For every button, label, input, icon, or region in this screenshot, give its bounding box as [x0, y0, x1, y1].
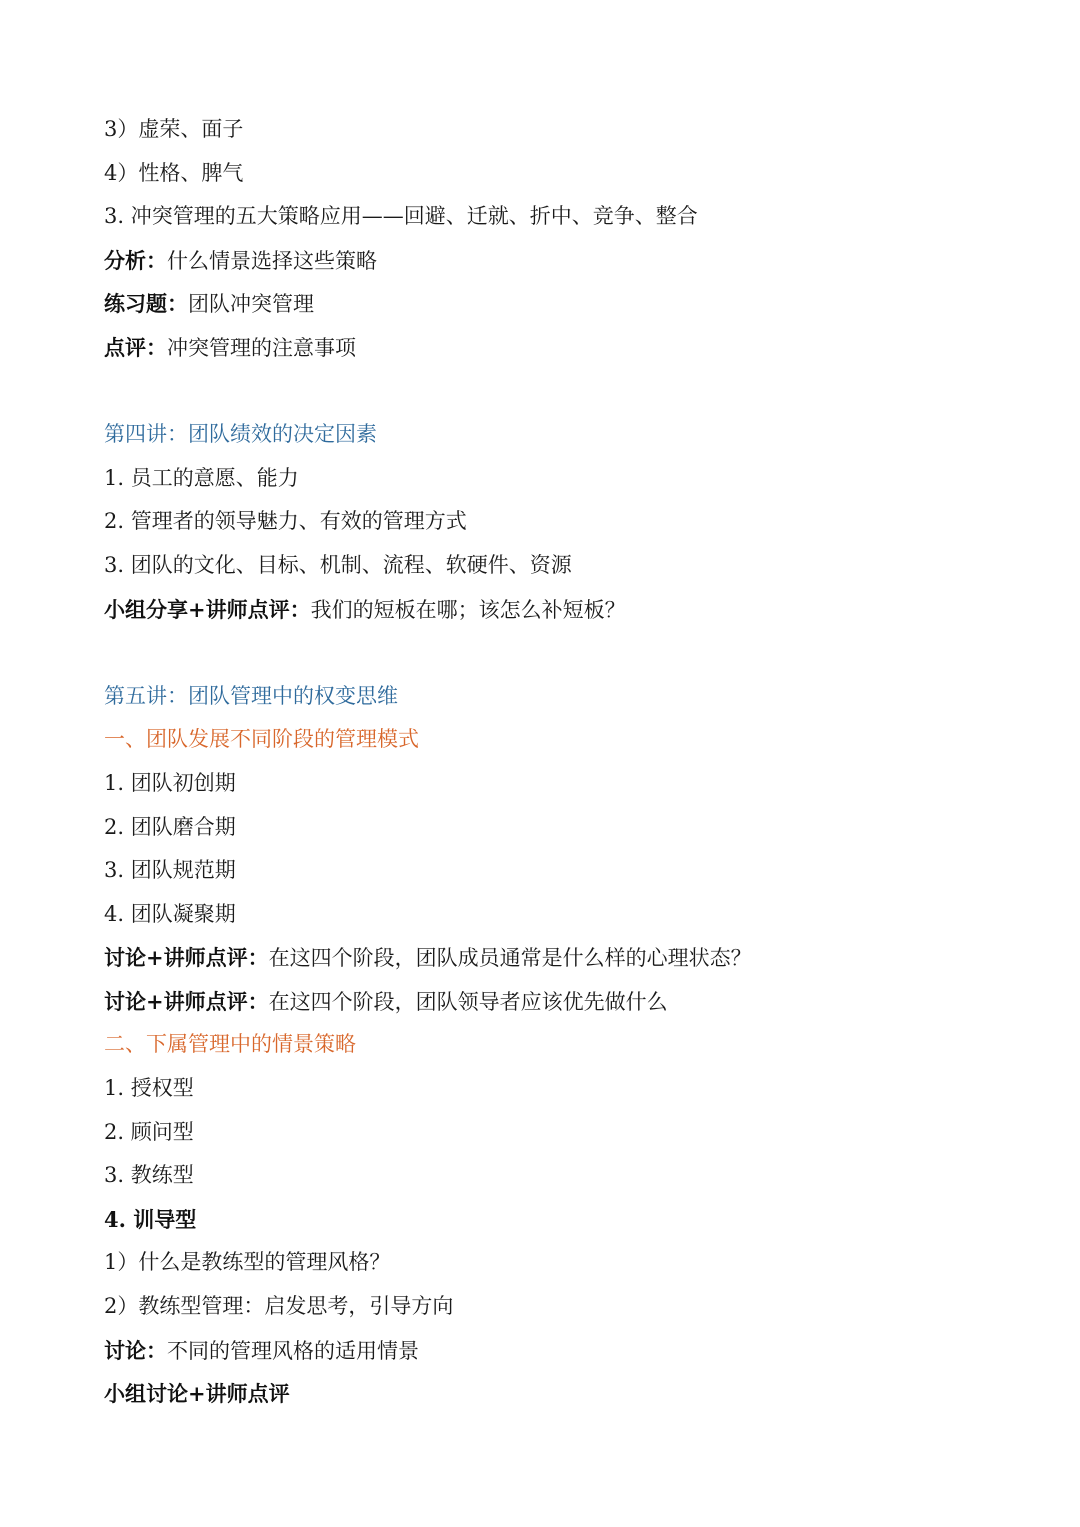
- paragraph-text: 什么情景选择这些策略: [167, 248, 377, 273]
- paragraph-text: 团队冲突管理: [188, 292, 314, 317]
- paragraph: 3. 团队规范期: [104, 858, 236, 883]
- bold-paragraph: 小组讨论+讲师点评: [104, 1381, 290, 1407]
- labeled-paragraph: [104, 936, 984, 980]
- labeled-paragraph: [104, 282, 984, 326]
- labeled-paragraph: [104, 980, 984, 1024]
- paragraph: 1. 团队初创期: [104, 770, 236, 795]
- paragraph: 3. 冲突管理的五大策略应用——回避、迁就、折中、竞争、整合: [104, 204, 698, 229]
- paragraph-label: 练习题：: [104, 291, 188, 317]
- paragraph-label: 讨论+讲师点评：: [104, 945, 269, 971]
- lecture-heading: 第五讲：团队管理中的权变思维: [104, 683, 398, 708]
- document-page: [104, 108, 984, 1416]
- paragraph-text: 冲突管理的注意事项: [167, 335, 356, 360]
- paragraph: 1）什么是教练型的管理风格？: [104, 1250, 391, 1275]
- paragraph-text: 在这四个阶段，团队成员通常是什么样的心理状态？: [268, 946, 752, 971]
- labeled-paragraph: [104, 1329, 984, 1373]
- blank-line: [104, 370, 984, 414]
- paragraph-label: 讨论：: [104, 1337, 167, 1363]
- bold-paragraph: 4. 训导型: [104, 1206, 197, 1232]
- labeled-paragraph: [104, 239, 984, 283]
- section-heading: 二、下属管理中的情景策略: [104, 1032, 356, 1057]
- paragraph-label: 分析：: [104, 247, 167, 273]
- paragraph-label: 讨论+讲师点评：: [104, 988, 269, 1014]
- paragraph: 3. 教练型: [104, 1163, 194, 1188]
- labeled-paragraph: [104, 588, 984, 632]
- paragraph: 3）虚荣、面子: [104, 117, 244, 141]
- blank-line: [104, 631, 984, 675]
- paragraph-label: 点评：: [104, 334, 167, 360]
- paragraph: 1. 授权型: [104, 1076, 194, 1101]
- paragraph: 2. 团队磨合期: [104, 814, 236, 839]
- paragraph-text: 在这四个阶段，团队领导者应该优先做什么: [268, 989, 668, 1014]
- labeled-paragraph: [104, 326, 984, 370]
- paragraph: 2. 顾问型: [104, 1119, 194, 1144]
- paragraph: 1. 员工的意愿、能力: [104, 465, 299, 490]
- paragraph: 2. 管理者的领导魅力、有效的管理方式: [104, 509, 467, 534]
- paragraph: 3. 团队的文化、目标、机制、流程、软硬件、资源: [104, 552, 572, 577]
- paragraph-text: 我们的短板在哪；该怎么补短板？: [310, 597, 626, 622]
- paragraph-text: 不同的管理风格的适用情景: [167, 1338, 419, 1363]
- lecture-heading: 第四讲：团队绩效的决定因素: [104, 422, 377, 447]
- paragraph: 4）性格、脾气: [104, 160, 244, 185]
- paragraph: 4. 团队凝聚期: [104, 901, 236, 926]
- paragraph-label: 小组分享+讲师点评：: [104, 596, 311, 622]
- paragraph: 2）教练型管理：启发思考，引导方向: [104, 1294, 454, 1319]
- section-heading: 一、团队发展不同阶段的管理模式: [104, 727, 419, 752]
